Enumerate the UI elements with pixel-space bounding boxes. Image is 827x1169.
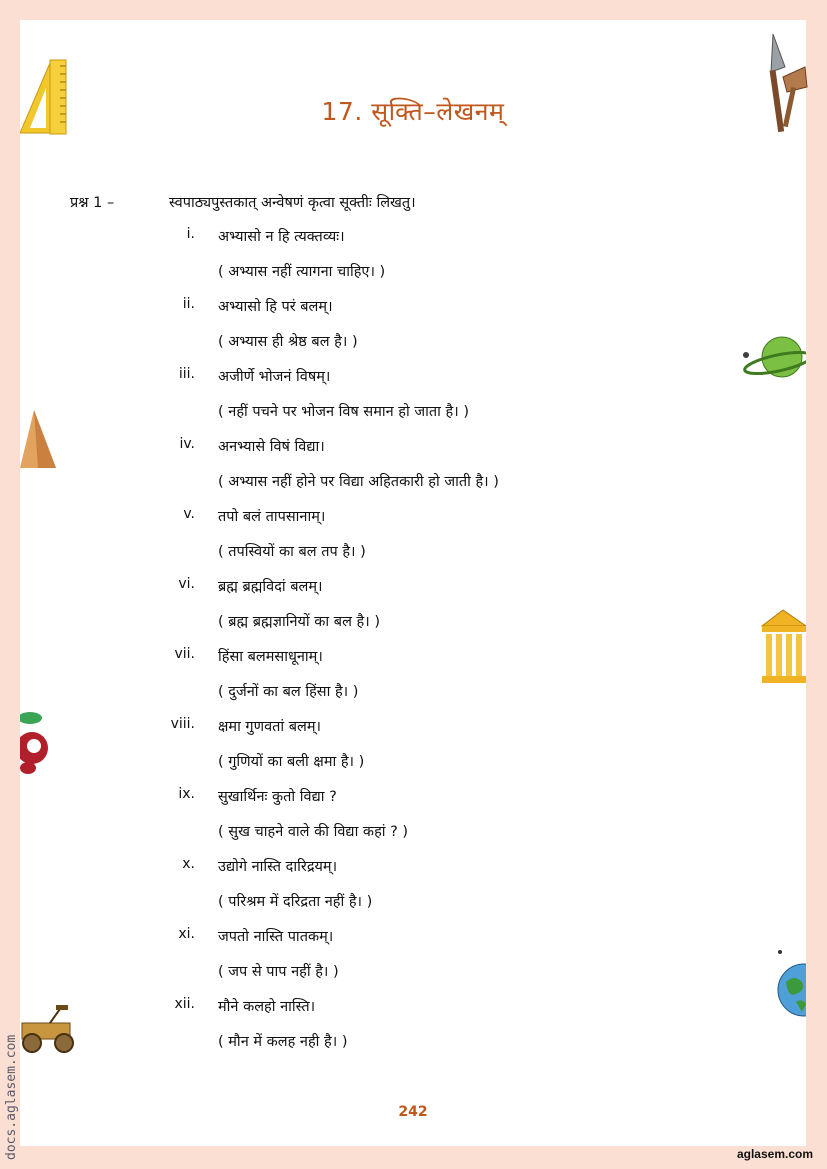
sanskrit-sukti: ब्रह्म ब्रह्मविदां बलम्। <box>218 579 323 595</box>
hindi-meaning: ( तपस्वियों का बल तप है। ) <box>218 544 366 560</box>
list-item <box>20 856 806 926</box>
list-item <box>20 926 806 996</box>
hindi-meaning: ( नहीं पचने पर भोजन विष समान हो जाता है। ) <box>218 404 469 420</box>
sanskrit-sukti: जपतो नास्ति पातकम्। <box>218 929 334 945</box>
watermark-text: docs.aglasem.com <box>4 1034 19 1160</box>
sanskrit-sukti: उद्योगे नास्ति दारिद्रयम्। <box>218 859 338 875</box>
sanskrit-sukti: हिंसा बलमसाधूनाम्। <box>218 649 323 665</box>
sanskrit-sukti: अनभ्यासे विषं विद्या। <box>218 439 325 455</box>
item-number: viii. <box>170 716 195 732</box>
item-number: xi. <box>178 926 195 942</box>
item-number: ix. <box>178 786 195 802</box>
hindi-meaning: ( अभ्यास ही श्रेष्ठ बल है। ) <box>218 334 358 350</box>
list-item <box>20 786 806 856</box>
document-page <box>20 20 806 1146</box>
site-link[interactable]: aglasem.com <box>736 1147 813 1161</box>
hindi-meaning: ( सुख चाहने वाले की विद्या कहां ? ) <box>218 824 409 840</box>
item-number: iii. <box>178 366 195 382</box>
list-item <box>20 996 806 1066</box>
item-number: ii. <box>182 296 195 312</box>
hindi-meaning: ( दुर्जनों का बल हिंसा है। ) <box>218 684 359 700</box>
question-label: प्रश्न 1 – <box>70 195 115 211</box>
sanskrit-sukti: अभ्यासो हि परं बलम्। <box>218 299 333 315</box>
item-number: vi. <box>178 576 195 592</box>
hindi-meaning: ( अभ्यास नहीं होने पर विद्या अहितकारी हो जाती है। ) <box>218 474 499 490</box>
list-item <box>20 646 806 716</box>
hindi-meaning: ( गुणियों का बली क्षमा है। ) <box>218 754 365 770</box>
item-number: i. <box>186 226 195 242</box>
hindi-meaning: ( मौन में कलह नही है। ) <box>218 1034 348 1050</box>
page-number: 242 <box>398 1104 428 1120</box>
sanskrit-sukti: क्षमा गुणवतां बलम्। <box>218 719 322 735</box>
list-item <box>20 366 806 436</box>
list-item <box>20 436 806 506</box>
list-item <box>20 716 806 786</box>
sanskrit-sukti: अजीर्णे भोजनं विषम्। <box>218 369 331 385</box>
sanskrit-sukti: सुखार्थिनः कुतो विद्या ? <box>218 789 337 805</box>
sanskrit-sukti: तपो बलं तापसानाम्। <box>218 509 326 525</box>
list-item <box>20 576 806 646</box>
list-item <box>20 226 806 296</box>
hindi-meaning: ( अभ्यास नहीं त्यागना चाहिए। ) <box>218 264 386 280</box>
question-text: स्वपाठ्यपुस्तकात् अन्वेषणं कृत्वा सूक्तीः लिखतु। <box>169 195 416 211</box>
sanskrit-sukti: मौने कलहो नास्ति। <box>218 999 316 1015</box>
page-title: 17. सूक्ति–लेखनम् <box>321 97 505 126</box>
sanskrit-sukti: अभ्यासो न हि त्यक्तव्यः। <box>218 229 345 245</box>
hindi-meaning: ( परिश्रम में दरिद्रता नहीं है। ) <box>218 894 373 910</box>
item-number: iv. <box>179 436 195 452</box>
item-number: x. <box>182 856 195 872</box>
list-item <box>20 296 806 366</box>
hindi-meaning: ( जप से पाप नहीं है। ) <box>218 964 339 980</box>
list-item <box>20 506 806 576</box>
item-number: vii. <box>174 646 195 662</box>
item-number: xii. <box>174 996 195 1012</box>
item-number: v. <box>183 506 195 522</box>
hindi-meaning: ( ब्रह्म ब्रह्मज्ञानियों का बल है। ) <box>218 614 380 630</box>
